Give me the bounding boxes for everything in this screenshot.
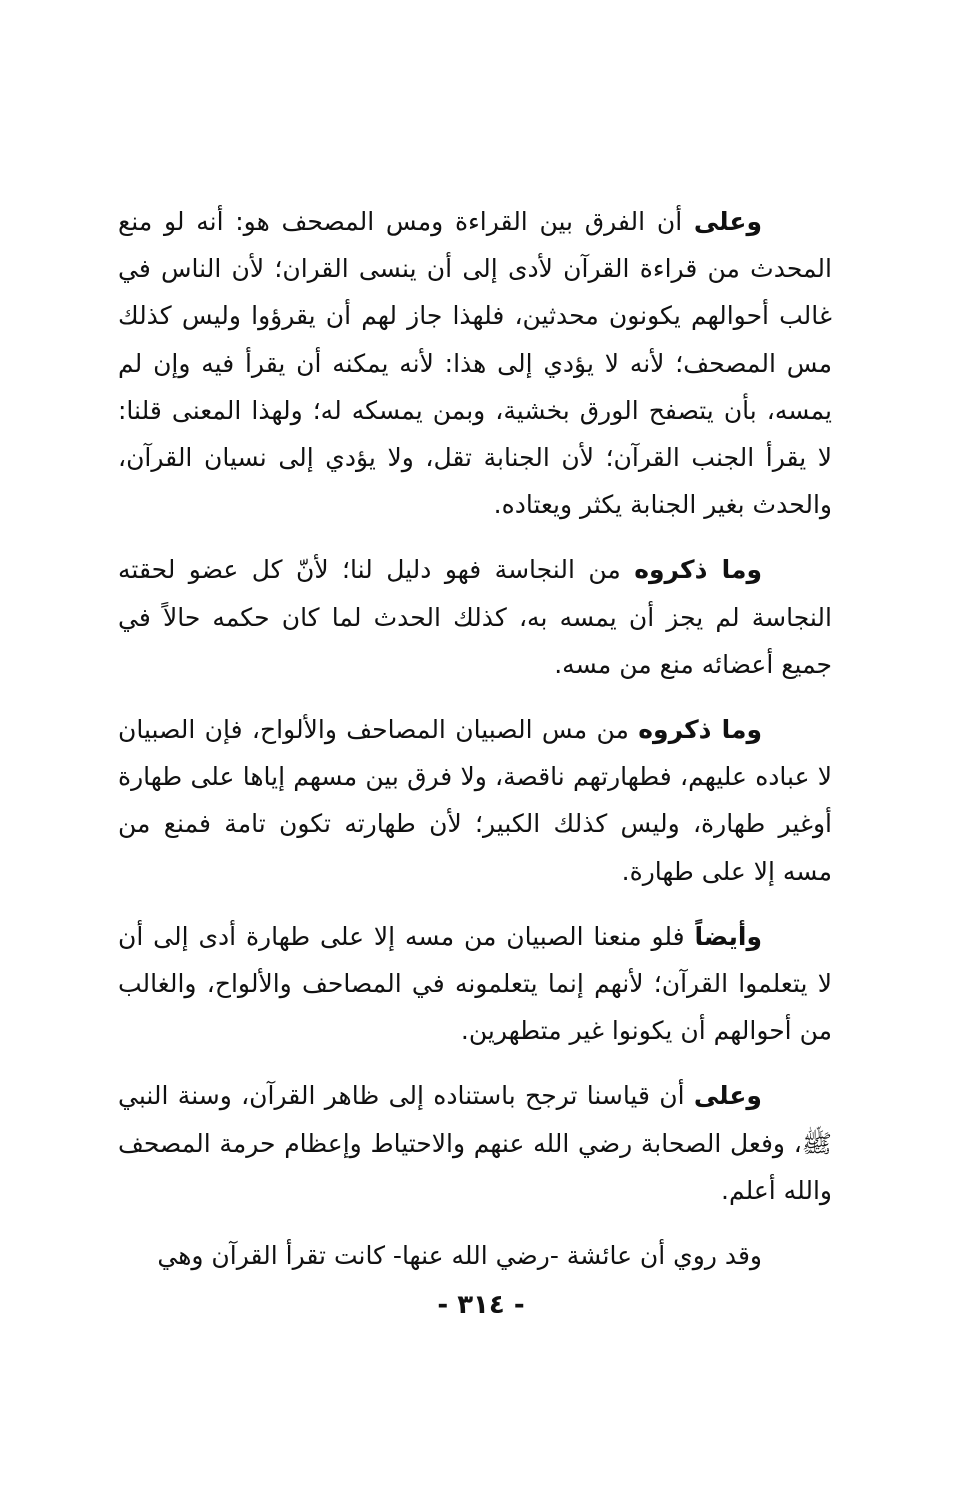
paragraph-text: من النجاسة فهو دليل لنا؛ لأنّ كل عضو لحقته النجاسة لم يجز أن يمسه به، كذلك الحدث لما كان حكمه حالاً في جميع أعضائه منع من مسه. <box>118 555 832 679</box>
paragraph-text: أن قياسنا ترجح باستناده إلى ظاهر القرآن، وسنة النبي ﷺ، وفعل الصحابة رضي الله عنهم والاحتياط وإعظام حرمة المصحف والله أعلم. <box>118 1081 832 1205</box>
paragraph-lead: وأيضاً <box>694 921 762 951</box>
page-number: - ٣١٤ - <box>437 1290 525 1320</box>
paragraph-text: وقد روي أن عائشة -رضي الله عنها- كانت تقرأ القرآن وهي <box>157 1241 762 1271</box>
body-text <box>118 198 832 1297</box>
paragraph-text: أن الفرق بين القراءة ومس المصحف هو: أنه لو منع المحدث من قراءة القرآن لأدى إلى أن ينسى القران؛ لأن الناس في غالب أحوالهم يكونون محدثين، فلهذا جاز لهم أن يقرؤوا وليس كذلك مس المصحف؛ لأنه لا يؤدي إلى هذا: لأنه يمكنه أن يقرأ فيه وإن لم يمسه، بأن يتصفح الورق بخشية، وبمن يمسكه له؛ ولهذا المعنى قلنا: لا يقرأ الجنب القرآن؛ لأن الجنابة تقل، ولا يؤدي إلى نسيان القرآن، والحدث بغير الجنابة يكثر ويعتاده. <box>118 207 832 520</box>
paragraph-1 <box>118 198 832 528</box>
paragraph-5 <box>118 1072 832 1214</box>
paragraph-4 <box>118 913 832 1055</box>
paragraph-6 <box>118 1232 832 1279</box>
paragraph-text: فلو منعنا الصبيان من مسه إلا على طهارة أدى إلى أن لا يتعلموا القرآن؛ لأنهم إنما يتعلمونه في المصاحف والألواح، والغالب من أحوالهم أن يكونوا غير متطهرين. <box>118 921 832 1046</box>
paragraph-lead: وما ذكروه <box>638 715 763 745</box>
paragraph-lead: وما ذكروه <box>634 555 762 585</box>
paragraph-lead: وعلى <box>693 1081 762 1111</box>
paragraph-2 <box>118 546 832 688</box>
paragraph-lead: وعلى <box>693 207 762 236</box>
paragraph-text: من مس الصبيان المصاحف والألواح، فإن الصبيان لا عباده عليهم، فطهارتهم ناقصة، ولا فرق بين مسهم إياها على طهارة أوغير طهارة، وليس كذلك الكبير؛ لأن طهارته تكون تامة فمنع من مسه إلا على طهارة. <box>118 715 832 886</box>
paragraph-3 <box>118 706 832 895</box>
